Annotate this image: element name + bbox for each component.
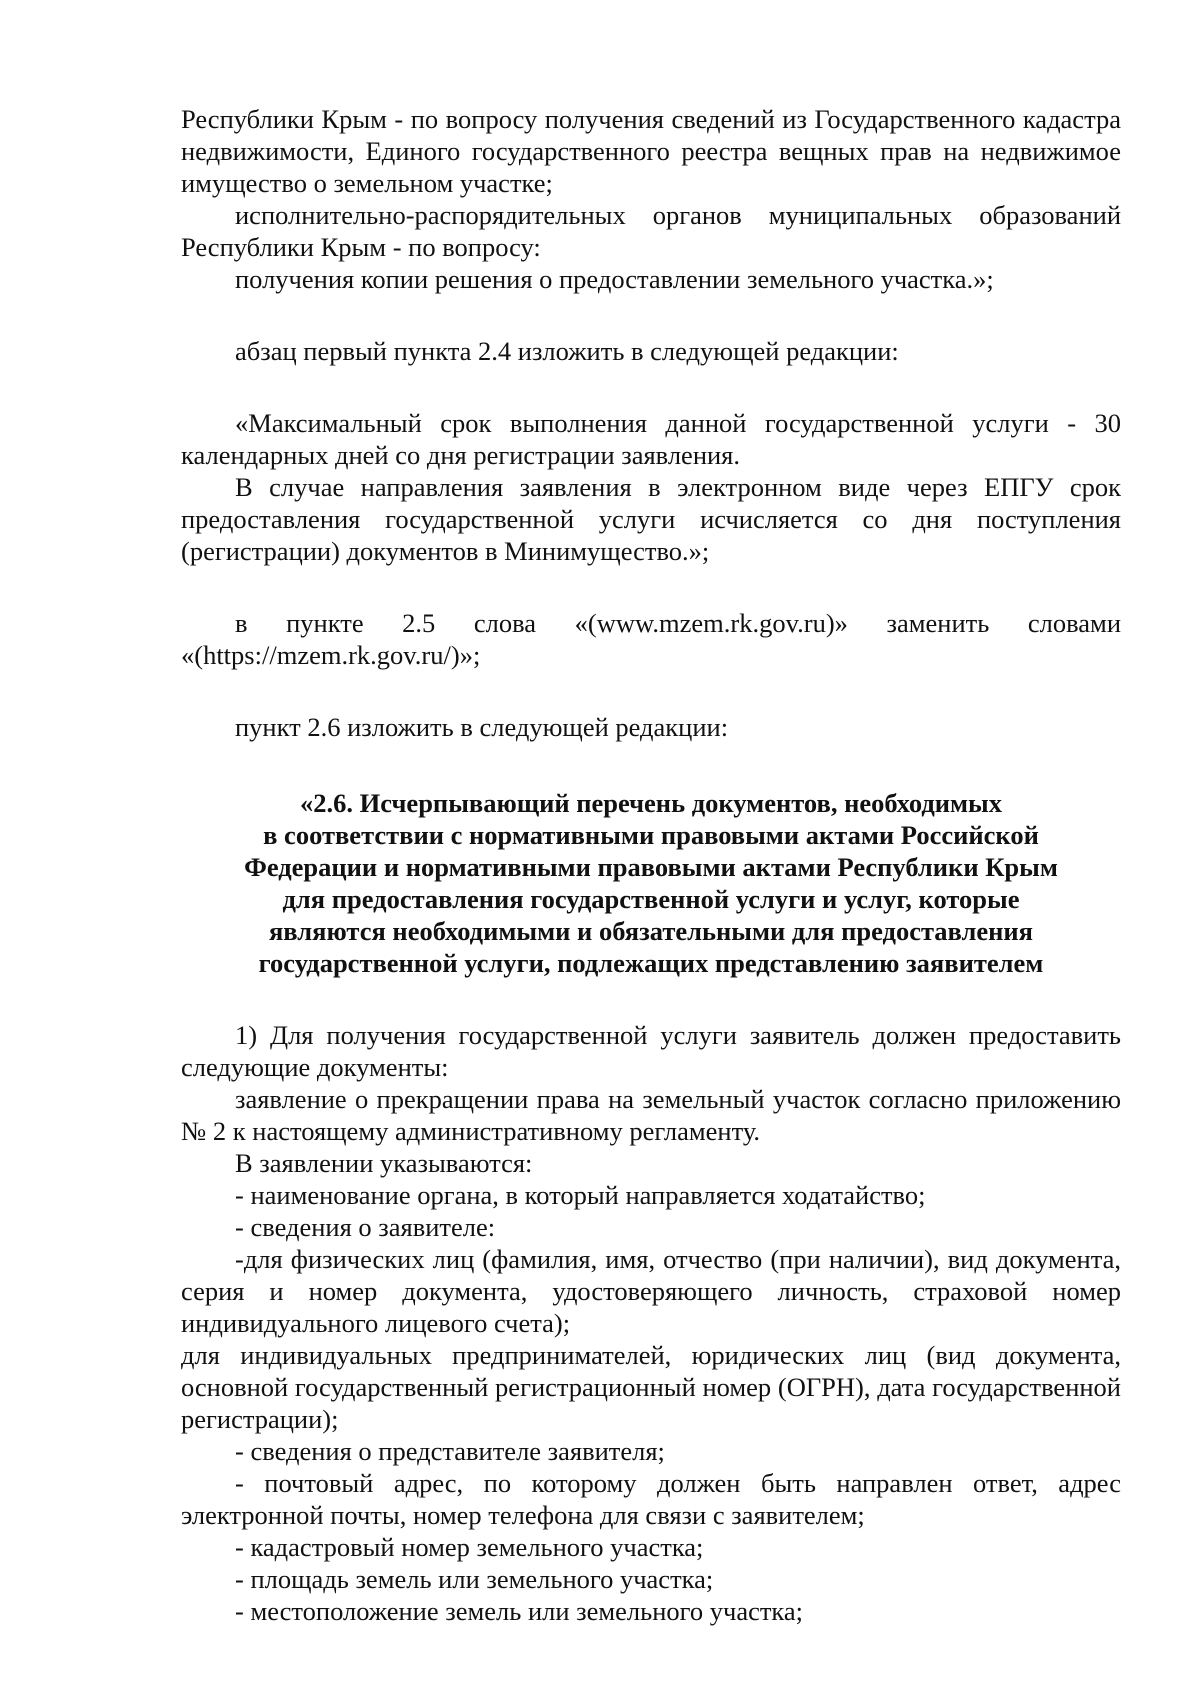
heading-line: государственной услуги, подлежащих представлению заявителем	[258, 948, 1044, 978]
list-item-individuals: -для физических лиц (фамилия, имя, отчество (при наличии), вид документа, серия и номер документа, удостоверяющего личность, страховой номер индивидуального лицевого счета);	[181, 1244, 1121, 1338]
paragraph-punkt-2-6: пункт 2.6 изложить в следующей редакции:	[235, 712, 729, 742]
section-heading	[181, 787, 1121, 979]
paragraph-epgu: В случае направления заявления в электронном виде через ЕПГУ срок предоставления государственной услуги исчисляется со дня поступления (регистрации) документов в Минимущество.»;	[181, 472, 1121, 566]
list-item-area: - площадь земель или земельного участка;	[235, 1564, 714, 1594]
paragraph-indicated: В заявлении указываются:	[235, 1148, 533, 1178]
paragraph-organs: исполнительно-распорядительных органов муниципальных образований Республики Крым - по вопросу:	[181, 200, 1121, 262]
paragraph-max-term: «Максимальный срок выполнения данной государственной услуги - 30 календарных дней со дня регистрации заявления.	[181, 408, 1121, 470]
heading-line: для предоставления государственной услуги и услуг, которые	[282, 884, 1020, 914]
paragraph-abzac: абзац первый пункта 2.4 изложить в следующей редакции:	[235, 336, 899, 366]
paragraph-item-1: 1) Для получения государственной услуги заявитель должен предоставить следующие документы:	[181, 1020, 1121, 1082]
heading-line: Федерации и нормативными правовыми актами Республики Крым	[244, 852, 1058, 882]
paragraph-punkt-2-5: в пункте 2.5 слова «(www.mzem.rk.gov.ru)» заменить словами «(https://mzem.rk.gov.ru/)»;	[181, 608, 1121, 670]
paragraph-copy: получения копии решения о предоставлении земельного участка.»;	[235, 264, 994, 294]
list-item-representative: - сведения о представителе заявителя;	[235, 1436, 665, 1466]
paragraph-application: заявление о прекращении права на земельный участок согласно приложению № 2 к настоящему административному регламенту.	[181, 1084, 1121, 1146]
list-item-applicant-info: - сведения о заявителе:	[235, 1212, 496, 1242]
list-item-location: - местоположение земель или земельного участка;	[235, 1596, 804, 1626]
heading-line: в соответствии с нормативными правовыми актами Российской	[263, 820, 1039, 850]
list-item-cadastral: - кадастровый номер земельного участка;	[235, 1532, 704, 1562]
list-item-organ-name: - наименование органа, в который направляется ходатайство;	[235, 1180, 926, 1210]
list-item-entrepreneurs: для индивидуальных предпринимателей, юридических лиц (вид документа, основной государственный регистрационный номер (ОГРН), дата государственной регистрации);	[181, 1340, 1121, 1434]
heading-line: «2.6. Исчерпывающий перечень документов, необходимых	[300, 788, 1002, 818]
heading-line: являются необходимыми и обязательными для предоставления	[268, 916, 1034, 946]
paragraph-continuation: Республики Крым - по вопросу получения сведений из Государственного кадастра недвижимости, Единого государственного реестра вещных прав на недвижимое имущество о земельном участке;	[181, 104, 1121, 198]
document-body	[181, 103, 1121, 1627]
list-item-postal: - почтовый адрес, по которому должен быть направлен ответ, адрес электронной почты, номер телефона для связи с заявителем;	[181, 1468, 1121, 1530]
